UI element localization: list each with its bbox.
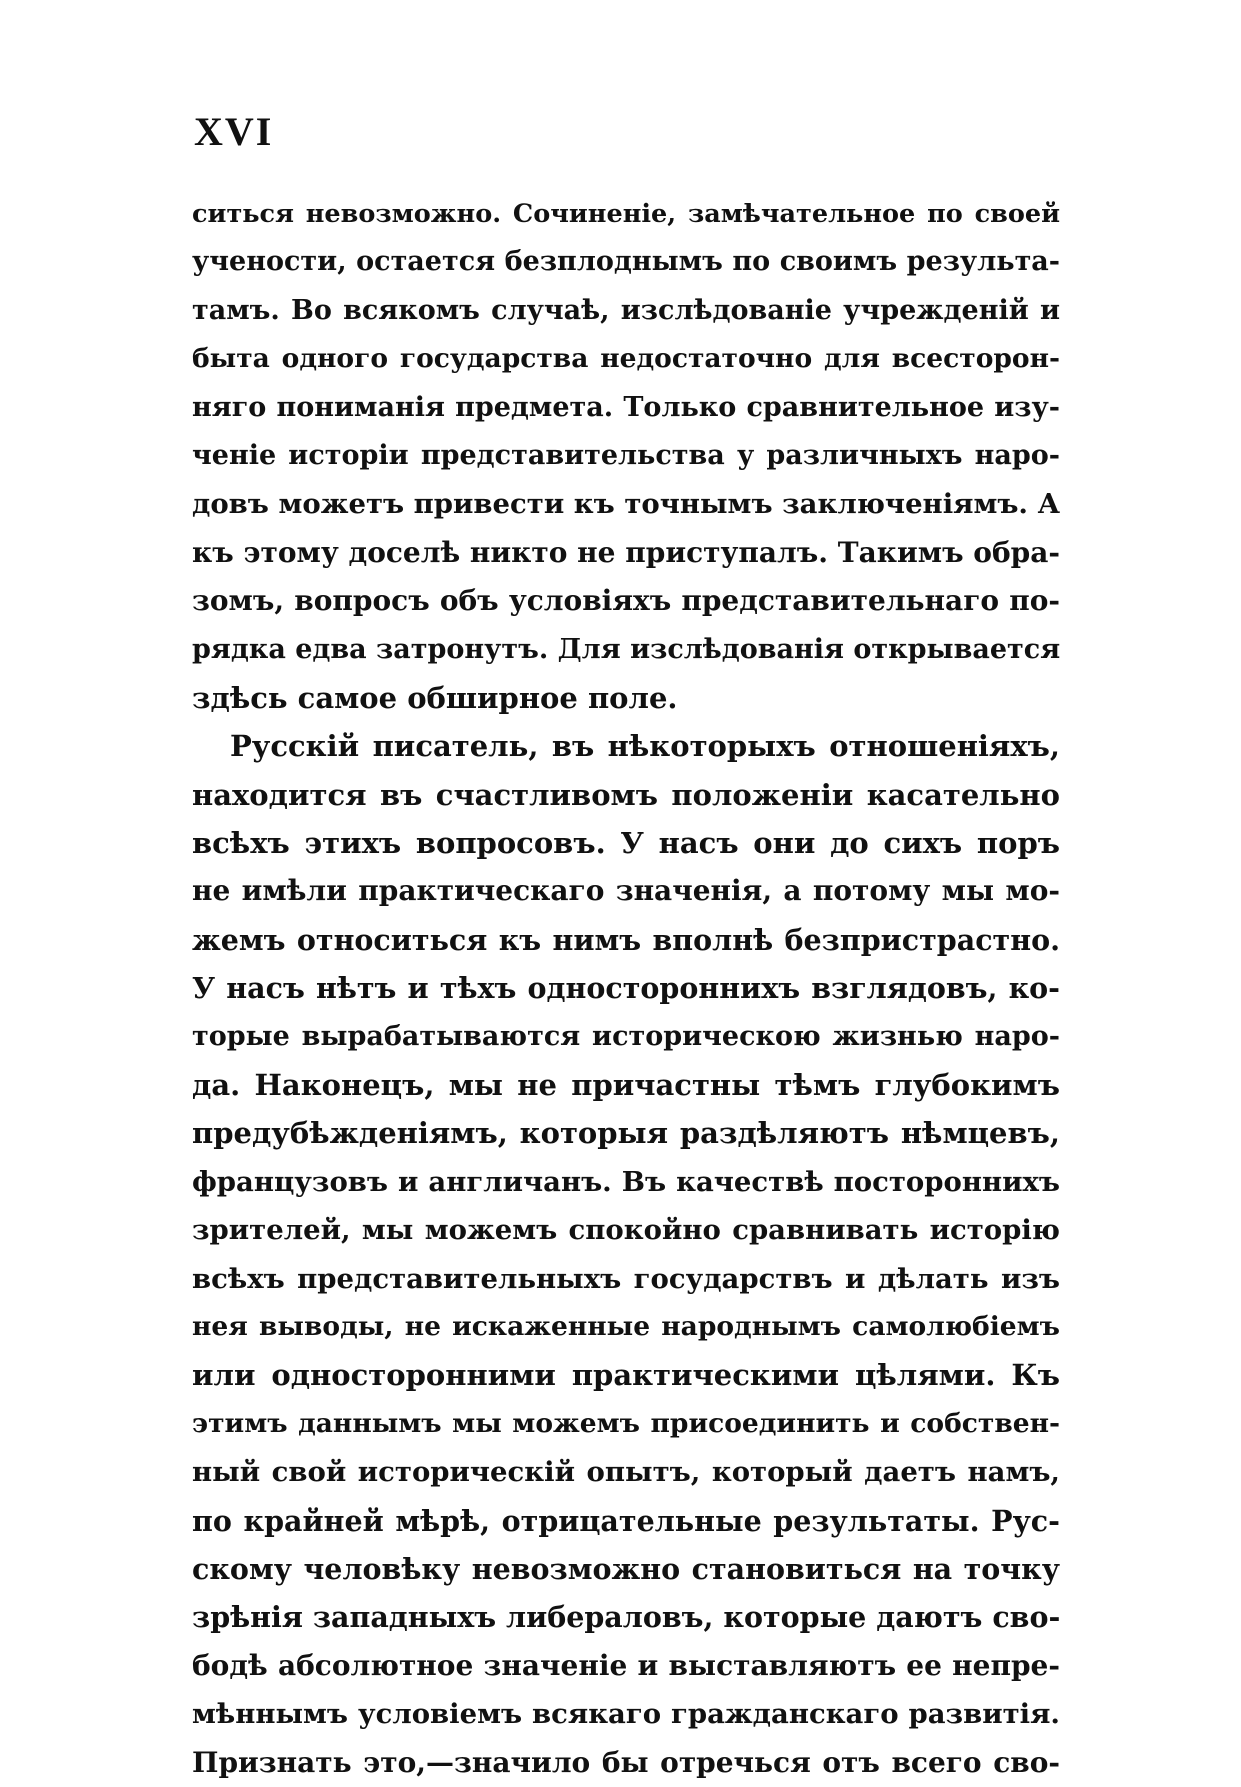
text-line: быта одного государства недостаточно для всесторон- bbox=[192, 343, 1060, 375]
body-text bbox=[192, 190, 1060, 1787]
paragraph-start-line: Русскій писатель, въ нѣкоторыхъ отношеніяхъ, bbox=[230, 729, 1060, 764]
text-line: по крайней мѣрѣ, отрицательные результаты. Рус- bbox=[192, 1503, 1060, 1538]
text-line: французовъ и англичанъ. Въ качествѣ постороннихъ bbox=[192, 1165, 1060, 1198]
text-line: У насъ нѣтъ и тѣхъ одностороннихъ взглядовъ, ко- bbox=[192, 971, 1060, 1006]
text-line: зрителей, мы можемъ спокойно сравнивать исторію bbox=[192, 1214, 1060, 1247]
page-number: XVI bbox=[194, 109, 274, 154]
text-line: няго пониманія предмета. Только сравнительное изу- bbox=[192, 391, 1060, 423]
text-line: или односторонними практическими цѣлями. Къ bbox=[192, 1358, 1060, 1393]
text-line: довъ можетъ привести къ точнымъ заключеніямъ. А bbox=[192, 488, 1060, 521]
text-line: ченіе исторіи представительства у различныхъ наро- bbox=[192, 439, 1060, 471]
text-line: да. Наконецъ, мы не причастны тѣмъ глубокимъ bbox=[192, 1068, 1060, 1103]
text-line: учености, остается безплоднымъ по своимъ результа- bbox=[192, 246, 1060, 278]
text-line: скому человѣку невозможно становиться на точку bbox=[192, 1551, 1060, 1586]
text-line: всѣхъ представительныхъ государствъ и дѣлать изъ bbox=[192, 1262, 1060, 1295]
text-line: къ этому доселѣ никто не приступалъ. Такимъ обра- bbox=[192, 535, 1060, 569]
text-line: всѣхъ этихъ вопросовъ. У насъ они до сихъ поръ bbox=[192, 826, 1060, 861]
text-line: этимъ даннымъ мы можемъ присоединить и собствен- bbox=[192, 1407, 1060, 1439]
paragraph-end-line: здѣсь самое обширное поле. bbox=[192, 680, 678, 715]
text-line: Признать это,—значило бы отречься отъ всего сво- bbox=[192, 1745, 1060, 1779]
text-line: ный свой историческій опытъ, который даетъ намъ, bbox=[192, 1456, 1060, 1489]
text-line: рядка едва затронутъ. Для изслѣдованія открывается bbox=[192, 633, 1060, 665]
text-line: жемъ относиться къ нимъ вполнѣ безпристрастно. bbox=[192, 922, 1060, 957]
text-line: зомъ, вопросъ объ условіяхъ представительнаго по- bbox=[192, 584, 1060, 618]
text-line: ситься невозможно. Сочиненіе, замѣчательное по своей bbox=[192, 199, 1060, 229]
text-line: не имѣли практическаго значенія, а потому мы мо- bbox=[192, 874, 1060, 908]
text-line: нея выводы, не искаженные народнымъ самолюбіемъ bbox=[192, 1310, 1060, 1342]
text-line: предубѣжденіямъ, которыя раздѣляютъ нѣмцевъ, bbox=[192, 1116, 1060, 1151]
text-line: торые вырабатываются историческою жизнью наро- bbox=[192, 1020, 1060, 1052]
text-line: находится въ счастливомъ положеніи касательно bbox=[192, 777, 1060, 812]
text-line: мѣннымъ условіемъ всякаго гражданскаго развитія. bbox=[192, 1698, 1060, 1731]
text-line: зрѣнія западныхъ либераловъ, которые даютъ сво- bbox=[192, 1600, 1060, 1635]
text-line: бодѣ абсолютное значеніе и выставляютъ ее непре- bbox=[192, 1648, 1060, 1682]
text-line: тамъ. Во всякомъ случаѣ, изслѣдованіе учрежденій и bbox=[192, 294, 1060, 326]
